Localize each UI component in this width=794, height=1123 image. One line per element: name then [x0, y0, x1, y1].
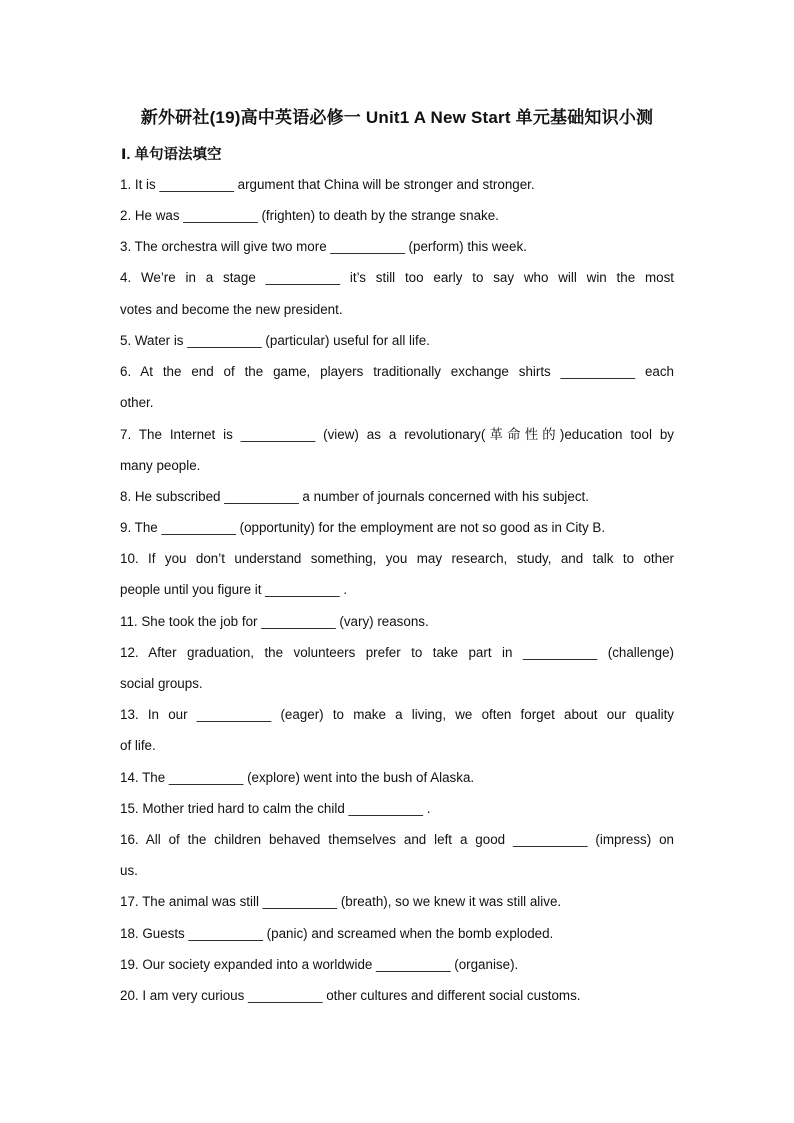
question-line: 15. Mother tried hard to calm the child __________ .	[120, 801, 431, 816]
question-line: 1. It is __________ argument that China will be stronger and stronger.	[120, 177, 535, 192]
question-continuation: votes and become the new president.	[120, 302, 343, 317]
question-line: 4. We’re in a stage __________ it’s still too early to say who will win the most	[120, 270, 674, 285]
question-continuation: of life.	[120, 738, 156, 753]
question-line: 13. In our __________ (eager) to make a living, we often forget about our quality	[120, 707, 674, 722]
question-line: 3. The orchestra will give two more __________ (perform) this week.	[120, 239, 527, 254]
question-line: 9. The __________ (opportunity) for the employment are not so good as in City B.	[120, 520, 606, 535]
question-line: 7. The Internet is __________ (view) as a revolutionary(革命性的)education tool by	[120, 427, 674, 442]
question-line: 6. At the end of the game, players traditionally exchange shirts __________ each	[120, 364, 674, 379]
section-heading: Ⅰ. 单句语法填空	[121, 147, 222, 163]
question-line: 8. He subscribed __________ a number of journals concerned with his subject.	[120, 489, 589, 504]
question-continuation: social groups.	[120, 676, 203, 691]
question-continuation: other.	[120, 395, 154, 410]
question-line: 5. Water is __________ (particular) useful for all life.	[120, 333, 430, 348]
question-line: 18. Guests __________ (panic) and screamed when the bomb exploded.	[120, 926, 554, 941]
question-line: 12. After graduation, the volunteers prefer to take part in __________ (challenge)	[120, 645, 674, 660]
question-line: 10. If you don’t understand something, you may research, study, and talk to other	[120, 551, 674, 566]
question-continuation: us.	[120, 863, 138, 878]
question-line: 16. All of the children behaved themselves and left a good __________ (impress) on	[120, 832, 674, 847]
question-line: 2. He was __________ (frighten) to death by the strange snake.	[120, 208, 499, 223]
question-line: 14. The __________ (explore) went into the bush of Alaska.	[120, 770, 475, 785]
question-line: 17. The animal was still __________ (breath), so we knew it was still alive.	[120, 894, 562, 909]
document-title: 新外研社(19)高中英语必修一 Unit1 A New Start 单元基础知识小测	[140, 108, 654, 127]
question-line: 19. Our society expanded into a worldwide __________ (organise).	[120, 957, 519, 972]
question-line: 11. She took the job for __________ (vary) reasons.	[120, 614, 429, 629]
question-continuation: people until you figure it __________ .	[120, 582, 348, 597]
question-line: 20. I am very curious __________ other cultures and different social customs.	[120, 988, 581, 1003]
question-continuation: many people.	[120, 458, 201, 473]
